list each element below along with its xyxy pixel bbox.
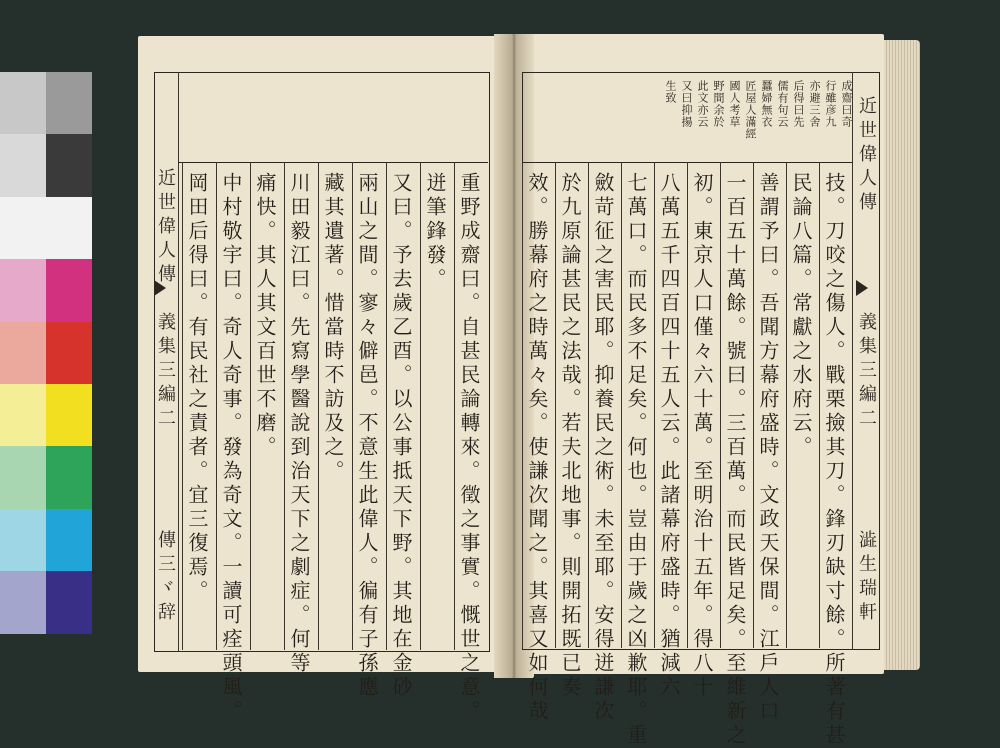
open-book [126,30,922,748]
left-header-rule [178,162,488,163]
text-column: 生致 [664,80,677,104]
text-column: 效。勝幕府之時萬々矣。使謙次聞之。其喜又如何哉 [525,172,549,724]
text-column: 岡田后得曰。有民社之責者。宜三復焉。 [185,172,209,604]
column-rule [420,162,421,650]
color-patch [0,259,46,321]
color-patch [46,197,92,259]
color-patch [0,134,46,196]
column-rule [454,162,455,650]
text-column: 又曰。予去歲乙酉。以公事抵天下野。其地在金砂 [389,172,413,700]
right-fishtail-mark [856,280,868,296]
text-column: 初。東京人口僅々六十萬。至明治十五年。得八十 [690,172,714,700]
column-rule [555,162,556,648]
color-patch [0,197,46,259]
color-patch [0,72,46,134]
left-margin-rule [178,72,179,652]
color-patch [0,384,46,446]
column-rule [654,162,655,648]
column-rule [621,162,622,648]
text-column: 此文亦云 [696,80,709,128]
left-fishtail-mark [154,280,166,296]
right-margin-section: 義集三編二 [856,312,877,432]
text-column: 又曰抑揚 [680,80,693,128]
left-margin-title: 近世偉人傳 [155,168,176,288]
text-column: 野間余於 [712,80,725,128]
color-patch [0,322,46,384]
column-rule [352,162,353,650]
text-column: 成齋曰奇 [840,80,853,128]
color-patch [46,322,92,384]
color-patch [46,259,92,321]
color-patch [46,384,92,446]
column-rule [318,162,319,650]
text-column: 國人考草 [728,80,741,128]
text-column: 蠶婦無衣 [760,80,773,128]
column-rule [250,162,251,650]
text-column: 技。刀咬之傷人。戰栗撿其刀。鋒刃缺寸餘。所著有甚 [822,172,846,748]
text-column: 痛快。其人其文百世不磨。 [253,172,277,460]
right-margin-footer: 澁生瑞軒 [856,530,877,626]
column-rule [182,162,183,650]
color-patch [46,446,92,508]
column-rule [216,162,217,650]
color-patch [46,571,92,633]
text-column: 中村敬宇曰。奇人奇事。發為奇文。一讀可痊頭風。 [219,172,243,724]
right-margin-rule [852,72,853,650]
color-patch [0,446,46,508]
text-column: 儒有句云 [776,80,789,128]
color-patch [0,509,46,571]
text-column: 迸筆鋒發。 [423,172,447,292]
text-column: 藏其遺著。惜當時不訪及之。 [321,172,345,484]
left-margin-footer: 傳三ヾ辞 [155,530,176,626]
left-margin-section: 義集三編二 [155,312,176,432]
column-rule [386,162,387,650]
text-column: 於九原論甚民之法哉。若夫北地事。則開拓既已奏 [558,172,582,700]
color-patch [46,509,92,571]
column-rule [687,162,688,648]
text-column: 亦避三舍 [808,80,821,128]
text-column: 民論八篇。常獻之水府云。 [789,172,813,460]
color-patch [0,571,46,633]
text-column: 匠屋人滿經 [744,80,757,140]
column-rule [284,162,285,650]
column-rule [588,162,589,648]
column-rule [720,162,721,648]
text-column: 行雖彦九 [824,80,837,128]
column-rule [753,162,754,648]
text-column: 一百五十萬餘。號曰。三百萬。而民皆足矣。至維新之 [723,172,747,748]
text-column: 重野成齋曰。自甚民論轉來。徵之事實。慨世之意。 [457,172,481,724]
text-column: 七萬口。而民多不足矣。何也。豈由于歲之凶歉耶。重 [624,172,648,748]
text-column: 善謂予曰。吾聞方幕府盛時。文政天保間。江戶人口 [756,172,780,724]
color-patch [46,134,92,196]
column-rule [786,162,787,648]
column-rule [819,162,820,648]
color-patch [46,72,92,134]
column-rule [522,162,523,648]
right-margin-title: 近世偉人傳 [856,96,877,216]
text-column: 八萬五千四百四十五人云。此諸幕府盛時。猶減六 [657,172,681,700]
text-column: 后得曰先 [792,80,805,128]
text-column: 斂苛征之害民耶。抑養民之術。未至耶。安得迸謙次 [591,172,615,724]
color-checker [0,72,92,634]
text-column: 兩山之間。寥々僻邑。不意生此偉人。徧有子孫應 [355,172,379,700]
text-column: 川田毅江曰。先寫學醫說到治天下之劇症。何等 [287,172,311,676]
page-edges [884,40,920,670]
